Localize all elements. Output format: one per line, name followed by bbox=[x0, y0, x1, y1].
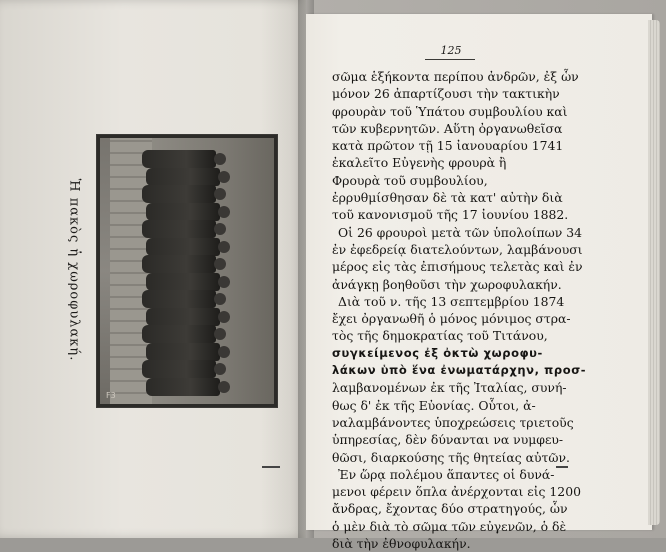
text-line: θῶσι, διαρκούσης τῆς θητείας αὐτῶν. bbox=[332, 449, 570, 465]
text-line: μενοι φέρειν ὅπλα ἀνέρχονται εἰς 1200 bbox=[332, 484, 581, 500]
guard-figure bbox=[142, 290, 216, 308]
text-line: Διὰ τοῦ ν. τῆς 13 σεπτεμβρίου 1874 bbox=[338, 293, 565, 309]
guard-figure bbox=[142, 220, 216, 238]
text-line: κατὰ πρῶτον τῇ 15 ἰανουαρίου 1741 bbox=[332, 138, 564, 154]
guards-photo bbox=[100, 138, 274, 404]
text-line: τῶν κυβερνητῶν. Αὕτη ὀργανωθεῖσα bbox=[332, 120, 563, 136]
text-line: ἔχει ὀργανωθῆ ὁ μόνος μόνιμος στρα- bbox=[332, 311, 571, 327]
photo-frame bbox=[96, 134, 278, 408]
page-text bbox=[332, 68, 632, 552]
left-page bbox=[0, 0, 306, 538]
page-number: 125 bbox=[440, 44, 462, 57]
text-line: Οἱ 26 φρουροὶ μετὰ τῶν ὑπολοίπων 34 bbox=[338, 224, 583, 240]
text-line: φρουρὰν τοῦ Ὑπάτου συμβουλίου καὶ bbox=[332, 103, 568, 119]
guard-figure bbox=[142, 325, 216, 343]
guard-figure bbox=[142, 360, 216, 378]
text-line: ὑπηρεσίας, δὲν δύνανται να νυμφευ- bbox=[332, 432, 564, 448]
right-page-dash bbox=[556, 466, 568, 468]
guard-figure bbox=[146, 273, 220, 291]
text-line: λάκων ὑπὸ ἕνα ἐνωματάρχην, προσ- bbox=[332, 363, 587, 378]
text-line: σῶμα ἑξήκοντα περίπου ἀνδρῶν, ἐξ ὧν bbox=[332, 69, 579, 84]
photo-caption: Ἡ πακὸς ἡ χωροφυλακή. bbox=[66, 178, 82, 362]
text-line: ἄνδρας, ἔχοντας δύο στρατηγούς, ὧν bbox=[332, 501, 568, 517]
guard-figure bbox=[146, 343, 220, 361]
photo-mark: Ϝ3 bbox=[106, 391, 116, 400]
text-line: μέρος εἰς τὰς ἐπισήμους τελετὰς καὶ ἐν bbox=[332, 259, 583, 275]
page-edges bbox=[648, 20, 660, 525]
guard-figure bbox=[146, 168, 220, 186]
text-line: ναλαμβάνοντες ὑποχρεώσεις τριετοῦς bbox=[332, 414, 574, 430]
guard-figure bbox=[146, 203, 220, 221]
text-line: λαμβανομένων ἐκ τῆς Ἰταλίας, συνή- bbox=[332, 380, 567, 396]
text-line: Φρουρὰ τοῦ συμβουλίου, bbox=[332, 172, 488, 188]
guard-figure bbox=[146, 238, 220, 256]
guard-figure bbox=[142, 255, 216, 273]
text-line: ἐκαλεῖτο Εὐγενὴς φρουρὰ ἢ bbox=[332, 155, 507, 171]
left-page-dash bbox=[262, 466, 280, 468]
text-line: ἐρρυθμίσθησαν δὲ τὰ κατ' αὐτὴν διὰ bbox=[332, 190, 563, 206]
text-line: ὁ μὲν διὰ τὸ σῶμα τῶν εὐγενῶν, ὁ δὲ bbox=[332, 518, 567, 534]
text-line: τὸς τῆς δημοκρατίας τοῦ Τιτάνου, bbox=[332, 328, 548, 344]
text-line: ἀνάγκῃ βοηθοῦσι τὴν χωροφυλακήν. bbox=[332, 276, 562, 292]
text-line: ἐν ἐφεδρείᾳ διατελούντων, λαμβάνουσι bbox=[332, 241, 583, 257]
guard-figure bbox=[142, 150, 216, 168]
text-line: θως δ' ἐκ τῆς Εὐονίας. Οὗτοι, ἀ- bbox=[332, 397, 536, 413]
page-number-rule bbox=[425, 59, 475, 60]
text-line: συγκείμενος ἐξ ὀκτὼ χωροφυ- bbox=[332, 345, 543, 360]
text-line: διὰ τὴν ἐθνοφυλακήν. bbox=[332, 536, 471, 552]
text-line: μόνον 26 ἀπαρτίζουσι τὴν τακτικὴν bbox=[332, 86, 560, 102]
guard-figure bbox=[146, 378, 220, 396]
text-line: τοῦ κανονισμοῦ τῆς 17 ἰουνίου 1882. bbox=[332, 207, 569, 223]
guard-figure bbox=[142, 185, 216, 203]
text-line: Ἐν ὥρᾳ πολέμου ἅπαντες οἱ δυνά- bbox=[338, 466, 555, 482]
guard-figure bbox=[146, 308, 220, 326]
